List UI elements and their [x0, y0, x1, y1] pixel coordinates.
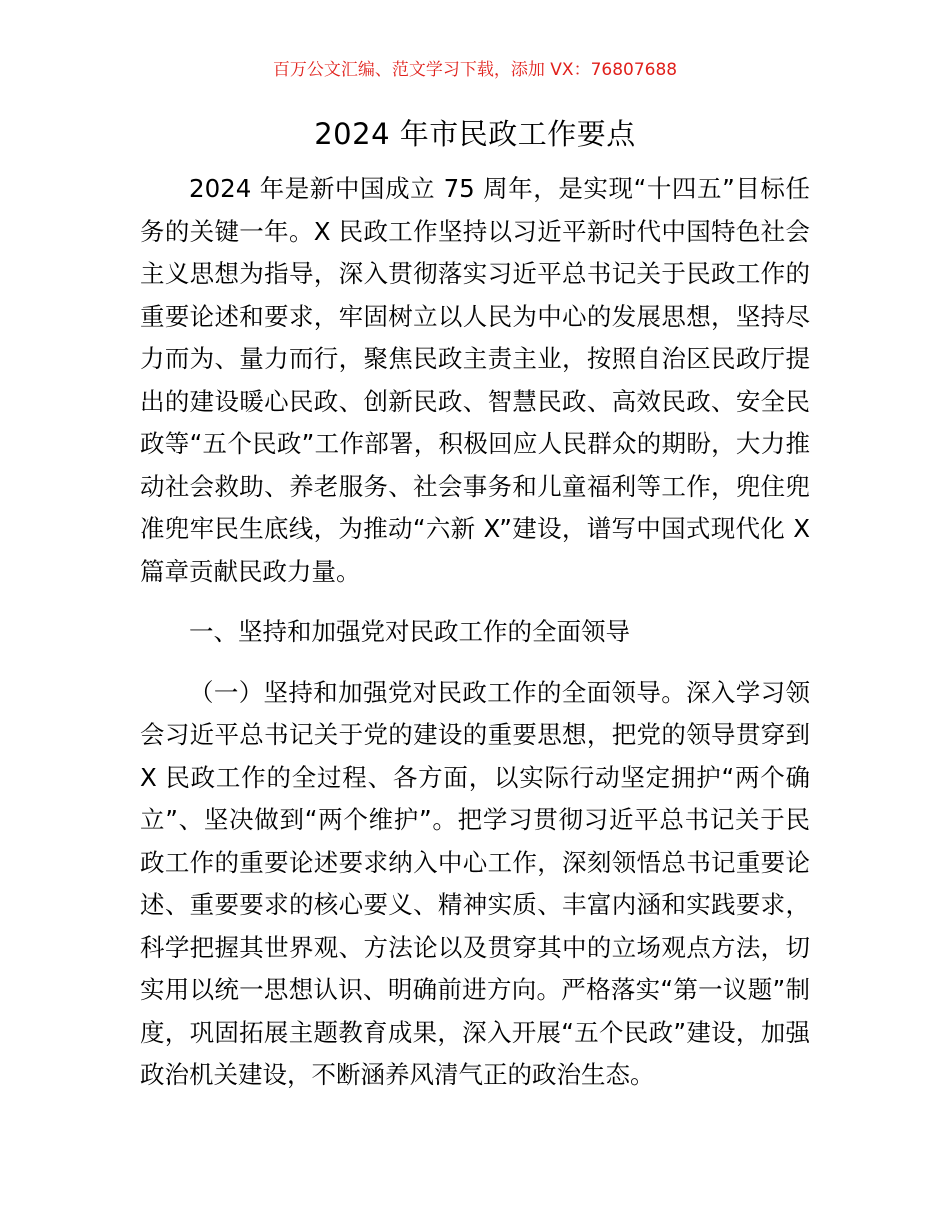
intro-paragraph: 2024 年是新中国成立 75 周年，是实现“十四五”目标任务的关键一年。X 民政工作坚持以习近平新时代中国特色社会主义思想为指导，深入贯彻落实习近平总书记关于民政工作的重要论述和要求，牢固树立以人民为中心的发展思想，坚持尽力而为、量力而行，聚焦民政主责主业，按照自治区民政厅提出的建设暖心民政、创新民政、智慧民政、高效民政、安全民政等“五个民政”工作部署，积极回应人民群众的期盼，大力推动社会救助、养老服务、社会事务和儿童福利等工作，兜住兜准兜牢民生底线，为推动“六新 X”建设，谱写中国式现代化 X 篇章贡献民政力量。 [140, 174, 810, 586]
document-title: 2024 年市民政工作要点 [314, 117, 636, 151]
section-heading: 一、坚持和加强党对民政工作的全面领导 [189, 617, 630, 646]
document-body [140, 168, 810, 1097]
header-watermark-note: 百万公文汇编、范文学习下载，添加 VX：76807688 [272, 60, 678, 80]
section-paragraph: （一）坚持和加强党对民政工作的全面领导。深入学习领会习近平总书记关于党的建设的重要思想，把党的领导贯穿到 X 民政工作的全过程、各方面，以实际行动坚定拥护“两个确立”、坚决做到“两个维护”。把学习贯彻习近平总书记关于民政工作的重要论述要求纳入中心工作，深刻领悟总书记重要论述、重要要求的核心要义、精神实质、丰富内涵和实践要求，科学把握其世界观、方法论以及贯穿其中的立场观点方法，切实用以统一思想认识、明确前进方向。严格落实“第一议题”制度，巩固拓展主题教育成果，深入开展“五个民政”建设，加强政治机关建设，不断涵养风清气正的政治生态。 [140, 677, 810, 1089]
